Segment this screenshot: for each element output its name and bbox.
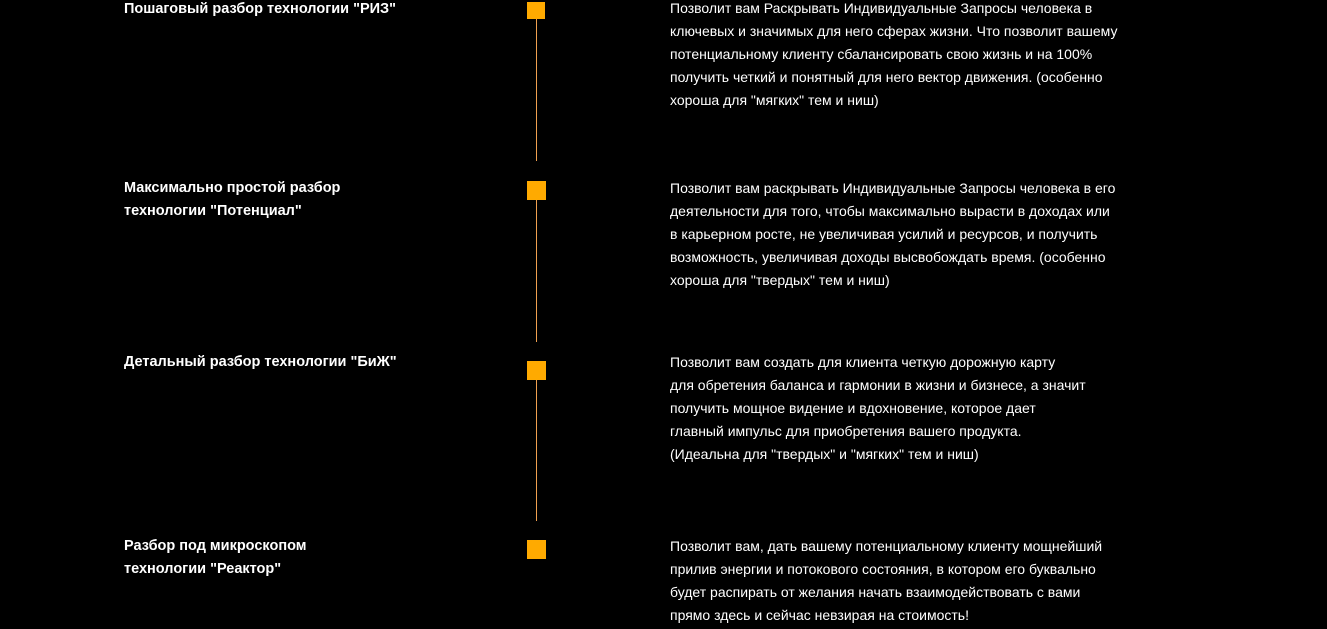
timeline-connector [536, 19, 537, 161]
timeline-marker [527, 361, 546, 380]
timeline-connector [536, 380, 537, 521]
timeline-marker [527, 181, 546, 200]
item-description: Позволит вам Раскрывать Индивидуальные Запросы человека в ключевых и значимых для него сферах жизни. Что позволит вашему потенциальному клиенту сбалансировать свою жизнь и на 100% получить четкий и понятный для него вектор движения. (особенно хороша для "мягких" тем и ниш) [670, 0, 1118, 108]
item-title: Разбор под микроскопом технологии "Реактор" [124, 538, 307, 577]
item-description: Позволит вам, дать вашему потенциальному клиенту мощнейший прилив энергии и потокового состояния, в котором его буквально будет распирать от желания начать взаимодействовать с вами прямо здесь и сейчас невзирая на стоимость! [670, 538, 1103, 623]
item-title: Пошаговый разбор технологии "РИЗ" [124, 1, 397, 17]
item-title: Максимально простой разбор технологии "Потенциал" [124, 180, 341, 219]
item-title: Детальный разбор технологии "БиЖ" [124, 354, 397, 370]
timeline-connector [536, 200, 537, 342]
item-description: Позволит вам раскрывать Индивидуальные Запросы человека в его деятельности для того, чтобы максимально вырасти в доходах или в карьерном росте, не увеличивая усилий и ресурсов, и получить возможность, увеличивая доходы высвобождать время. (особенно хороша для "твердых" тем и ниш) [670, 180, 1116, 288]
item-description: Позволит вам создать для клиента четкую дорожную карту для обретения баланса и гармонии в жизни и бизнесе, а значит получить мощное видение и вдохновение, которое дает главный импульс для приобретения вашего продукта. (Идеальна для "твердых" и "мягких" тем и ниш) [670, 354, 1086, 462]
timeline-marker [527, 2, 545, 19]
timeline-marker [527, 540, 546, 559]
